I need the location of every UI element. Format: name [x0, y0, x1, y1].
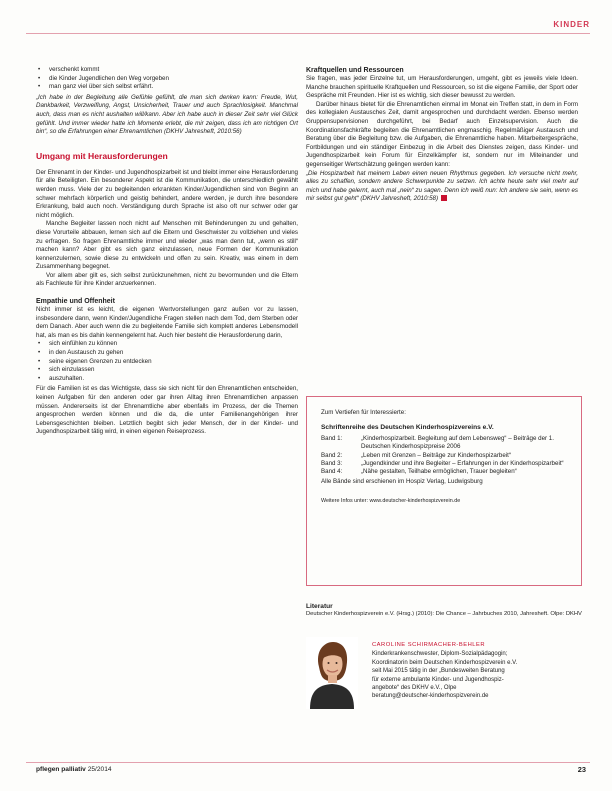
volunteer-quote: „Ich habe in der Begleitung alle Gefühle gefühlt, die man sich denken kann: Freude, Wut, Dankbarkeit, Verzweiflung, Angst, Unsicherheit, Trauer und auch Sprachlosigkeit. Manchmal auch, dass man es nicht aushalten will/kann. Aber ich habe auch in dieser Zeit sehr viel Glück gefühlt. Und immer wieder hatte ich Momente erlebt, die mir zeigen, dass ich am richtigen Ort bin“, so die Erfahrungen einer Ehrenamtlichen (DKHV Jahresheft, 2010:56) [36, 93, 298, 136]
paragraph: Sie fragen, was jeder Einzelne tut, um Herausforderungen, umgeht, gibt es jeweils viele Ideen. Manche brauchen spirituelle Kraftquellen und Ressourcen, so ist die eigene Familie, der Sport oder Gespräche mit Freunden. Hier ist es wichtig, sich dieser bewusst zu werden. [306, 75, 578, 100]
footer-magazine [36, 766, 112, 773]
top-bullet-list [36, 66, 298, 92]
page-number: 23 [577, 765, 586, 774]
author-line: Koordinatorin beim Deutschen Kinderhospizverein e.V. [372, 659, 518, 666]
paragraph: Manche Begleiter lassen noch nicht auf Menschen mit Behinderungen zu und gehalten, diese Vorurteile abbauen, lernen sich auf die Eltern und Geschwister zu vollziehen und vieles zu erfragen. So fragen Ehrenamtliche immer und wieder „was man denn tut, „wenn es still“ machen kann? Aber gibt es sich ganz einzulassen, neue Formen der Kommunikation kennenzulernen, sowie diese zu entwickeln und offen zu sein. Kreativ, was einem in dem Zusammenhang begegnet. [36, 220, 298, 271]
website-link[interactable]: Weitere Infos unter: www.deutscher-kinderhospizverein.de [321, 498, 461, 505]
left-column [36, 66, 298, 437]
right-column [306, 66, 578, 204]
empathie-bullet-list [36, 340, 298, 383]
issue-number: 25/2014 [87, 766, 112, 773]
paragraph: Nicht immer ist es leicht, die eigenen Wertvorstellungen ganz außen vor zu lassen, insbesondere dann, wenn Kinder/Jugendliche Fragen stellen nach dem Tod, dem Sterben oder dem Danach. Aber auch wenn die zu begleitende Familie sich komplett anderes Lebensmodell hat, als man es bis dahin kennengelernt hat. Auch hier besteht die Herausforderung darin, [36, 306, 298, 339]
author-line: Kinderkrankenschwester, Diplom-Sozialpädagogin; [372, 651, 508, 658]
band-text: „Kinderhospizarbeit. Begleitung auf dem Lebensweg“ – Beiträge der 1. Deutschen Kinderhospizpreise 2006 [361, 434, 554, 451]
heading-kraftquellen: Kraftquellen und Ressourcen [306, 67, 404, 74]
section-label: KINDER [553, 20, 590, 29]
volunteer-quote-2: „Die Hospizarbeit hat meinem Leben einen neuen Rhythmus gegeben. Ich versuche nicht mehr, alles zu schaffen, sondern andere Schwerpunkte zu setzen. Ich achte heute sehr viel mehr auf mich und habe gelernt, auch mal „nein“ zu sagen. Denn ich weiß nun: Ich andere sie sein, wenn es mir selbst gut geht“ (DKHV Jahresheft, 2010:58) [306, 169, 578, 203]
author-name: CAROLINE SCHIRMACHER-BEHLER [372, 642, 486, 648]
list-item: • sich einfühlen zu können [36, 340, 298, 349]
paragraph: Für die Familien ist es das Wichtigste, dass sie sich nicht für den Ehrenamtlichen entscheiden, keinen Aufgaben für den anderen oder gar ihren Alltag ihren Ehrenamtlichen anpassen müssen. Andererseits ist der Ehrenamtliche aber ebenfalls im Prozess, der die Themen angesprochen werden können und die da, die unter Familienangehörigen ihrer Lebensgeschichten bleiben. Letztlich begibt sich jeder Mensch, der in der Kinder- und Jugendhospizarbeit tätig wird, in einen eigenen Reiseprozess. [36, 385, 298, 436]
author-box [306, 637, 582, 712]
band-entry [321, 435, 567, 452]
box-title: Zum Vertiefen für Interessierte: [321, 409, 406, 416]
band-label: Band 1: [321, 434, 343, 442]
paragraph: Vor allem aber gilt es, sich selbst zurückzunehmen, nicht zu bevormunden und die Eltern als Fachleute für ihre Kinder anzuerkennen. [36, 271, 298, 288]
band-text: „Nähe gestalten, Teilhabe ermöglichen, Trauer begleiten“ [361, 468, 517, 476]
author-photo [306, 637, 358, 709]
end-of-article-mark [441, 195, 447, 201]
list-item: • verschenkt kommt [36, 66, 298, 75]
references [306, 603, 582, 619]
list-item: • die Kinder Jugendlichen den Weg vorgeben [36, 75, 298, 84]
list-item: • seine eigenen Grenzen zu entdecken [36, 358, 298, 367]
author-line: für externe ambulante Kinder- und Jugendhospiz- [372, 676, 504, 683]
references-title: Literatur [306, 603, 333, 610]
author-line: angebote“ des DKHV e.V., Olpe [372, 685, 457, 692]
band-label: Band 3: [321, 460, 343, 468]
heading-empathie: Empathie und Offenheit [36, 298, 115, 306]
magazine-name: pflegen palliativ [36, 766, 86, 773]
reference-entry: Deutscher Kinderhospizverein e.V. (Hrsg.) (2010): Die Chance – Jahrbuches 2010, Jahresheft. Olpe: DKHV [306, 610, 582, 617]
paragraph: Der Ehrenamt in der Kinder- und Jugendhospizarbeit ist und bleibt immer eine Herausforderung für alle Beteiligten. Ein besonderer Aspekt ist die Kommunikation, die unterschiedlich gewählt werden muss. Viele der zu begleitenden erkrankten Kinder/Jugendlichen sind von Beginn an schwer mehrfach körperlich und geistig behindert, andere werden, je durch ihre besondere Erkrankung, bald auch noch. Verständigung durch Sprache ist also oft nur schwer oder gar nicht möglich. [36, 168, 298, 219]
list-item: • in den Austausch zu gehen [36, 349, 298, 358]
header-divider [26, 33, 590, 34]
list-item: • man ganz viel über sich selbst erfährt. [36, 83, 298, 92]
band-label: Band 4: [321, 468, 343, 476]
band-text: „Leben mit Grenzen – Beiträge zur Kinderhospizarbeit“ [361, 451, 511, 459]
series-title: Schriftenreihe des Deutschen Kinderhospizvereins e.V. [321, 424, 494, 432]
band-entry [321, 452, 567, 460]
band-label: Band 2: [321, 451, 343, 459]
heading-umgang: Umgang mit Herausforderungen [36, 150, 168, 161]
further-reading-box [306, 396, 582, 586]
band-text: „Jugendkinder und ihre Begleiter – Erfahrungen in der Kinderhospizarbeit“ [361, 460, 564, 468]
list-item: • auszuhalten. [36, 375, 298, 384]
author-bio [372, 641, 584, 701]
band-entry [321, 460, 567, 468]
publisher-note: Alle Bände sind erschienen im Hospiz Verlag, Ludwigsburg [321, 477, 483, 485]
band-entry [321, 468, 567, 476]
footer-divider [26, 762, 590, 763]
list-item: • sich einzulassen [36, 366, 298, 375]
paragraph: Darüber hinaus bietet für die Ehrenamtlichen einmal im Monat ein Treffen statt, in dem in Form des kollegialen Austausches Zeit, damit angesprochen und durchdacht werden. Ebenso werden Gruppensupervisionen durchgeführt, bei Bedarf auch Einzelsupervision. Auch die Koordinationsfachkräfte begleiten die Ehrenamtlichen engmaschig. Regelmäßiger Austausch und Beratung über die Begleitung bzw. die Aufgaben, die Ehrenamtliche haben. Mitarbeitergespräche, Fortbildungen und ein ständiger Einbezug in die Arbeit des Dienstes zeigen, dass Kinder- und Jugendhospizarbeit kein Forum für Einzelkämpfer ist, sondern nur im Miteinander und gegenseitiger Wertschätzung gelingen werden kann: [306, 100, 578, 168]
author-email[interactable]: beratung@deutscher-kinderhospizverein.de [372, 693, 489, 700]
author-line: seit Mai 2015 tätig in der „Bundesweiten Beratung [372, 668, 505, 675]
